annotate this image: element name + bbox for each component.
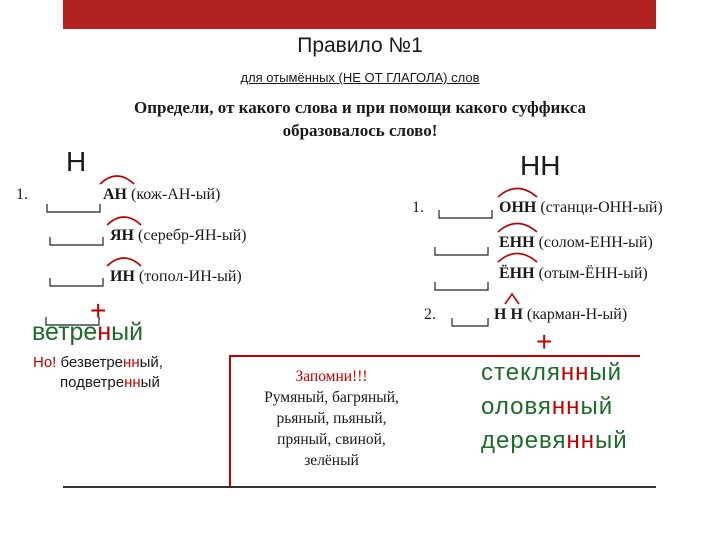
suffix-yan-example: (серебр-ЯН-ый) [138,227,247,244]
suffix-in-example: (топол-ИН-ый) [138,268,242,285]
exception-word-3-c: ый [595,427,628,454]
memo-line-4: зелёный [304,452,359,469]
suffix-yonn: ЁНН [499,265,535,282]
suffix-yonn-example: (отым-ЁНН-ый) [538,265,648,282]
memo-line-1: Румяный, багряный, [264,389,399,406]
exception-word-part1: ветре [32,318,98,346]
suffix-n: Н Н [494,306,523,323]
note-word1-a: безветре [56,354,124,371]
memo-line-3: пряный, свиной, [277,431,386,448]
suffix-an: АН [103,186,127,203]
subtitle-text: для отымённых (НЕ ОТ ГЛАГОЛА) слов [240,70,480,85]
suffix-onn: ОНН [499,199,537,216]
suffix-arc-icon [498,254,537,263]
instruction-line-1: Определи, от какого слова и при помощи какого суффикса [134,98,586,117]
root-bracket-icon [439,210,492,218]
root-bracket-icon [50,237,103,245]
suffix-arc-icon [107,217,141,225]
note-word2-c: ый [140,374,160,391]
right-number-1: 1. [412,199,424,216]
root-bracket-icon [47,204,100,212]
exception-word-1-a: стекля [481,359,561,386]
rule-title: Правило №1 [297,34,423,57]
single-n-heading: Н [66,146,87,177]
right-number-2: 2. [424,306,436,323]
note-word2-nn: нн [124,374,141,391]
suffix-enn-example: (солом-ЕНН-ый) [538,234,653,251]
suffix-arc-icon [505,294,519,304]
suffix-arc-icon [107,258,141,266]
exception-word-3-a: деревя [481,427,567,454]
suffix-onn-example: (станци-ОНН-ый) [540,199,663,216]
root-bracket-icon [46,317,99,325]
memo-line-2: рьяный, пьяный, [276,410,387,427]
right-plus-sign: + [536,326,553,357]
root-bracket-icon [435,247,488,255]
root-bracket-icon [452,318,488,326]
memo-title: Запомни!!! [295,368,368,385]
left-number-1: 1. [16,186,28,203]
root-bracket-icon [435,282,488,290]
exception-word-1-nn: нн [560,359,590,386]
suffix-enn: ЕНН [499,234,535,251]
suffix-in: ИН [110,268,135,285]
exception-word-1-c: ый [589,359,623,386]
left-plus-sign: + [90,295,107,326]
exception-word-2-c: ый [580,393,614,420]
suffix-arc-icon [100,176,134,184]
note-word1-nn: нн [123,354,140,371]
note-prefix: Но! [33,354,57,371]
suffix-n-example: (карман-Н-ый) [526,306,628,323]
note-word2-a: подветре [60,374,125,391]
suffix-arc-icon [498,224,537,233]
root-bracket-icon [50,278,103,286]
note-word1-c: ый, [139,354,163,371]
exception-word-2-a: оловя [481,393,552,420]
suffix-an-example: (кож-АН-ый) [131,186,221,203]
exception-word-3-nn: нн [566,427,596,454]
suffix-yan: ЯН [110,227,134,244]
exception-word-single-n: н [97,318,112,346]
double-n-heading: НН [520,150,561,181]
exception-word-2-nn: нн [551,393,581,420]
instruction-line-2: образовалось слово! [282,121,438,140]
suffix-arc-icon [498,189,537,198]
exception-word-part3: ый [111,318,144,346]
